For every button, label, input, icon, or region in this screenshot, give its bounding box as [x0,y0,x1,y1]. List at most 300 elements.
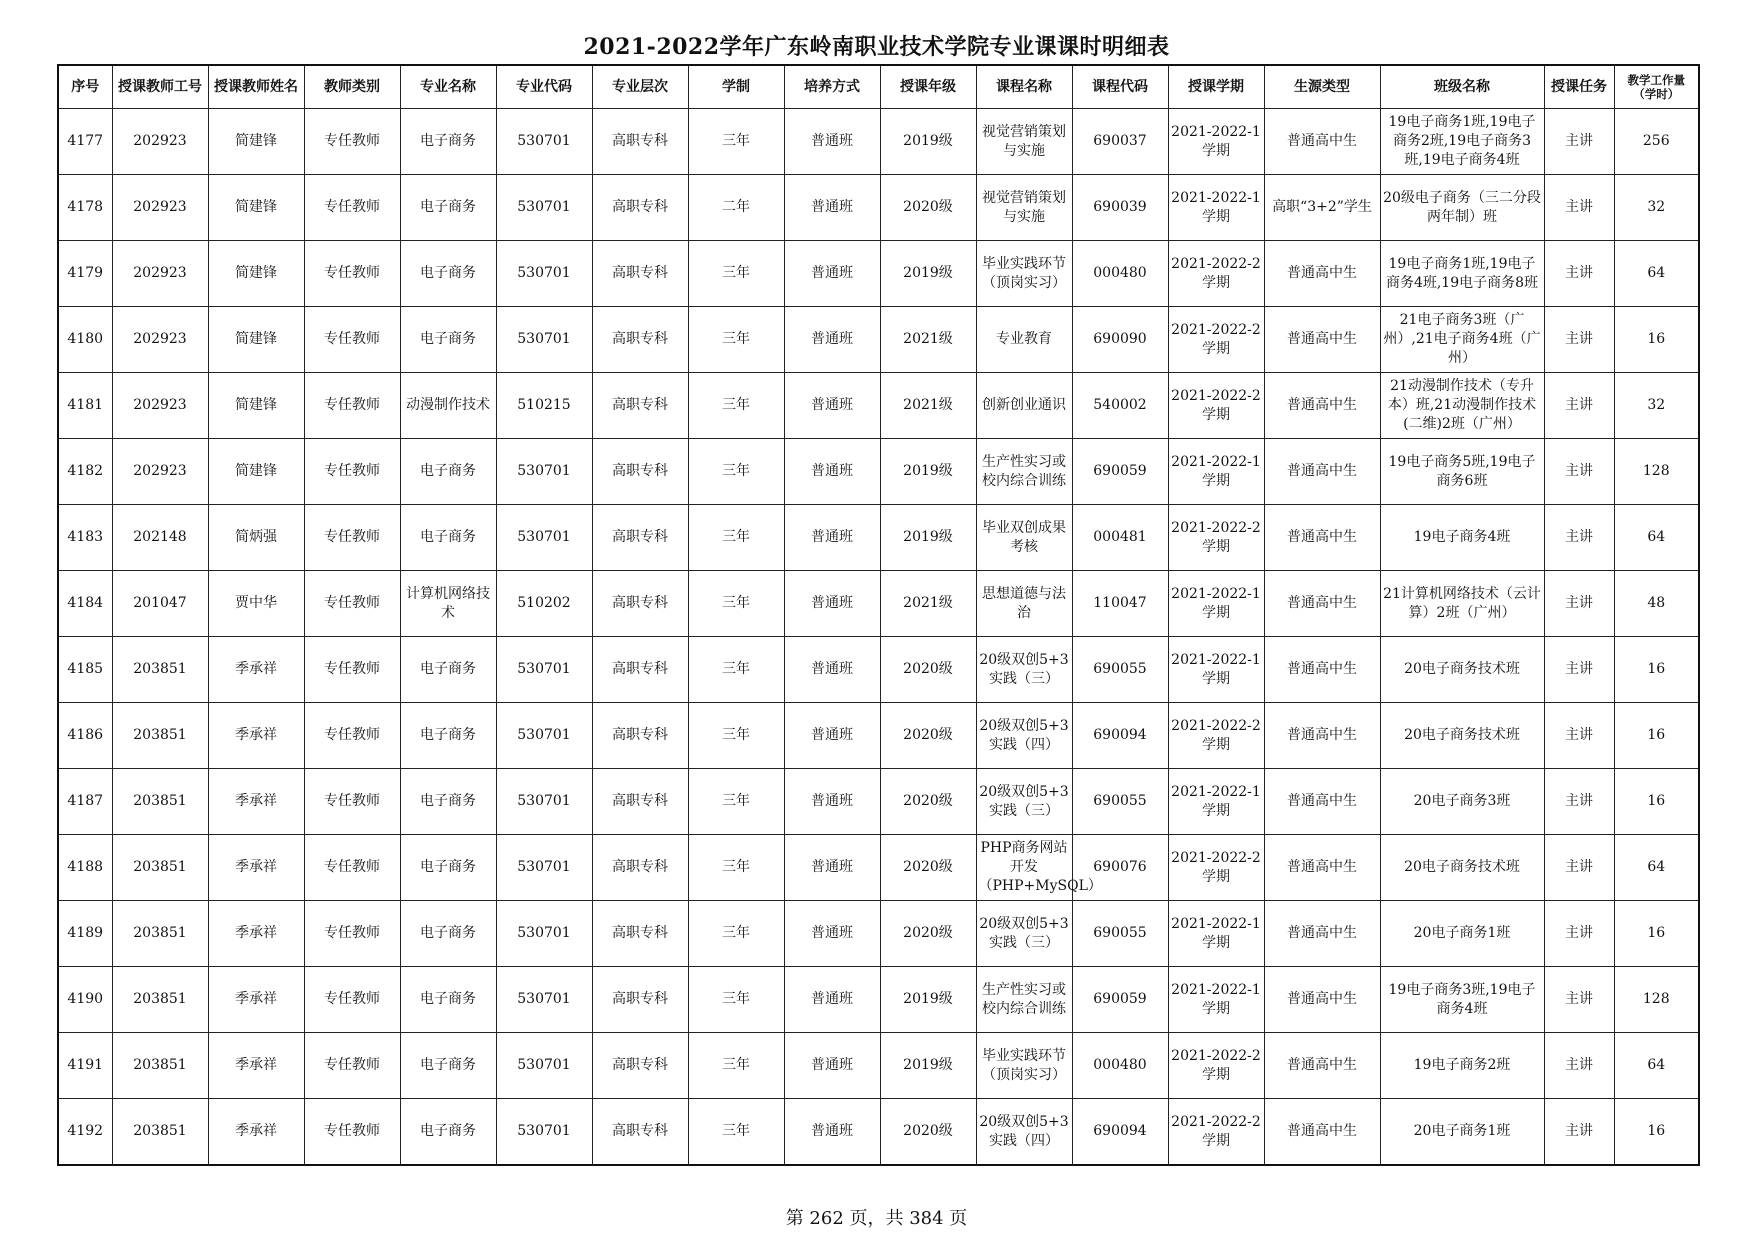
table-cell [1168,967,1264,1033]
table-cell [304,175,400,241]
table-cell [784,439,880,505]
table-row [58,505,1699,571]
table-cell [58,109,112,175]
table-cell [880,373,976,439]
table-cell [1380,109,1544,175]
cell-text: 16 [1647,331,1666,347]
table-cell [1072,109,1168,175]
table-cell [592,571,688,637]
table-cell [880,571,976,637]
table-cell [592,1033,688,1099]
table-cell [1264,769,1380,835]
cell-text: 三年 [722,133,750,149]
table-cell [400,1033,496,1099]
table-cell [208,307,304,373]
cell-text: 2020级 [903,925,953,941]
cell-text: 690039 [1093,199,1147,215]
cell-text: 高职专科 [612,925,668,941]
table-cell [400,1099,496,1166]
cell-text: 4192 [67,1123,104,1139]
table-cell [1614,703,1699,769]
table-cell [304,505,400,571]
table-cell [112,109,208,175]
cell-text: 21动漫制作技术（专升本）班,21动漫制作技术(二维)2班（广州） [1387,378,1537,432]
table-cell [58,1033,112,1099]
cell-text: 专业教育 [996,331,1052,347]
table-row [58,373,1699,439]
table-cell [592,703,688,769]
table-cell [1168,703,1264,769]
cell-text: 普通高中生 [1287,925,1357,941]
cell-text: 530701 [517,991,571,1007]
table-cell [496,703,592,769]
cell-text: 20电子商务3班 [1413,793,1511,809]
cell-text: 简建锋 [235,133,277,149]
table-cell [304,241,400,307]
cell-text: 2019级 [903,133,953,149]
cell-text: 主讲 [1565,199,1593,215]
cell-text: 季承祥 [235,925,277,941]
table-cell [1168,769,1264,835]
table-cell [592,373,688,439]
table-cell [1380,571,1544,637]
table-cell [304,835,400,901]
table-cell [208,637,304,703]
cell-text: 专任教师 [324,1057,380,1073]
cell-text: 高职专科 [612,331,668,347]
cell-text: 19电子商务3班,19电子商务4班 [1388,981,1536,1017]
cell-text: 专任教师 [324,1123,380,1139]
cell-text: 110047 [1093,595,1147,611]
cell-text: 690037 [1093,133,1147,149]
cell-text: 三年 [722,1057,750,1073]
table-cell [58,769,112,835]
cell-text: 三年 [722,595,750,611]
cell-text: 简炳强 [235,529,277,545]
table-cell [784,241,880,307]
cell-text: 高职专科 [612,1057,668,1073]
cell-text: 2021-2022-1学期 [1171,915,1261,951]
table-cell [1264,835,1380,901]
table-cell [496,835,592,901]
cell-text: 普通班 [811,331,853,347]
cell-text: 2021-2022-2学期 [1171,387,1261,423]
table-cell [496,109,592,175]
table-cell [880,439,976,505]
cell-text: 季承祥 [235,991,277,1007]
cell-text: 690094 [1093,727,1147,743]
table-cell [1264,241,1380,307]
table-cell [688,1099,784,1166]
cell-text: 主讲 [1565,925,1593,941]
table-row [58,109,1699,175]
table-cell [208,439,304,505]
header-cell: 生源类型 [1264,65,1380,109]
table-cell [400,967,496,1033]
cell-text: 2021-2022-1学期 [1171,453,1261,489]
table-cell [1544,109,1614,175]
cell-text: 530701 [517,727,571,743]
cell-text: 2021-2022-1学期 [1171,585,1261,621]
cell-text: 普通班 [811,1057,853,1073]
table-cell [1072,703,1168,769]
table-cell [112,901,208,967]
table-cell [880,505,976,571]
cell-text: 三年 [722,331,750,347]
cell-text: 20电子商务技术班 [1404,727,1520,743]
cell-text: 创新创业通识 [982,397,1066,413]
header-cell: 专业名称 [400,65,496,109]
cell-text: 普通高中生 [1287,265,1357,281]
cell-text: 2019级 [903,1057,953,1073]
table-cell [784,967,880,1033]
cell-text: 专任教师 [324,859,380,875]
table-cell [688,571,784,637]
cell-text: 三年 [722,859,750,875]
cell-text: 二年 [722,199,750,215]
table-cell [58,241,112,307]
cell-text: 专任教师 [324,529,380,545]
table-cell [1168,505,1264,571]
cell-text: 4189 [67,925,104,941]
table-cell [304,769,400,835]
table-cell [1380,175,1544,241]
table-cell [1380,439,1544,505]
cell-text: 普通班 [811,925,853,941]
cell-text: 三年 [722,991,750,1007]
header-cell: 授课任务 [1544,65,1614,109]
table-cell [1544,967,1614,1033]
cell-text: 三年 [722,727,750,743]
table-row [58,769,1699,835]
table-cell [688,109,784,175]
cell-text: 530701 [517,793,571,809]
table-cell [1168,1033,1264,1099]
cell-text: 4185 [67,661,104,677]
table-cell [784,703,880,769]
table-cell [1264,109,1380,175]
cell-text: 203851 [133,991,187,1007]
table-cell [1614,1033,1699,1099]
cell-text: 19电子商务1班,19电子商务4班,19电子商务8班 [1385,255,1539,291]
cell-text: 季承祥 [235,661,277,677]
table-cell [1380,703,1544,769]
cell-text: 2019级 [903,991,953,1007]
cell-text: 202923 [133,331,187,347]
cell-text: 普通高中生 [1287,661,1357,677]
table-cell [592,967,688,1033]
table-cell [496,901,592,967]
cell-text: 主讲 [1565,595,1593,611]
table-cell [400,175,496,241]
cell-text: 贾中华 [235,595,277,611]
table-cell [976,109,1072,175]
cell-text: 690094 [1093,1123,1147,1139]
cell-text: 主讲 [1565,793,1593,809]
cell-text: 690055 [1093,661,1147,677]
cell-text: 主讲 [1565,265,1593,281]
table-cell [1264,439,1380,505]
table-cell [688,505,784,571]
table-cell [208,505,304,571]
cell-text: 2021-2022-2学期 [1171,717,1261,753]
table-cell [304,703,400,769]
cell-text: 三年 [722,925,750,941]
table-cell [208,769,304,835]
cell-text: 电子商务 [420,1123,476,1139]
cell-text: 2021-2022-2学期 [1171,519,1261,555]
cell-text: 2020级 [903,661,953,677]
cell-text: 高职专科 [612,595,668,611]
table-cell [1264,637,1380,703]
table-cell [976,505,1072,571]
cell-text: 16 [1647,1123,1666,1139]
table-cell [208,967,304,1033]
table-cell [208,373,304,439]
table-cell [304,1099,400,1166]
cell-text: 季承祥 [235,1057,277,1073]
table-cell [1380,505,1544,571]
table-cell [1072,769,1168,835]
cell-text: 简建锋 [235,265,277,281]
table-cell [400,373,496,439]
table-cell [1168,307,1264,373]
header-cell: 教学工作量（学时） [1614,65,1699,109]
cell-text: 690055 [1093,925,1147,941]
table-cell [880,835,976,901]
table-cell [58,703,112,769]
table-cell [688,307,784,373]
table-cell [1264,901,1380,967]
table-cell [976,241,1072,307]
cell-text: 20级电子商务（三二分段两年制）班 [1383,189,1541,225]
cell-text: 690055 [1093,793,1147,809]
table-cell [496,1099,592,1166]
table-row [58,241,1699,307]
cell-text: 季承祥 [235,1123,277,1139]
table-cell [58,175,112,241]
table-row [58,175,1699,241]
cell-text: 普通班 [811,199,853,215]
table-cell [880,1099,976,1166]
cell-text: 主讲 [1565,397,1593,413]
cell-text: 季承祥 [235,727,277,743]
table-cell [976,769,1072,835]
cell-text: 普通高中生 [1287,859,1357,875]
table-cell [1168,439,1264,505]
cell-text: 2021-2022-1学期 [1171,981,1261,1017]
cell-text: 4178 [67,199,104,215]
cell-text: 动漫制作技术 [406,397,490,413]
table-cell [784,175,880,241]
cell-text: 256 [1642,133,1670,149]
cell-text: 4184 [67,595,104,611]
table-cell [592,505,688,571]
cell-text: PHP商务网站开发（PHP+MySQL） [978,840,1102,894]
cell-text: 4181 [67,397,104,413]
cell-text: 2021-2022-2学期 [1171,255,1261,291]
cell-text: 2020级 [903,1123,953,1139]
cell-text: 电子商务 [420,1057,476,1073]
cell-text: 203851 [133,793,187,809]
cell-text: 普通班 [811,397,853,413]
table-cell [208,241,304,307]
table-cell [592,241,688,307]
cell-text: 毕业实践环节（顶岗实习） [982,255,1066,291]
cell-text: 202148 [133,529,187,545]
table-cell [400,703,496,769]
cell-text: 2019级 [903,463,953,479]
cell-text: 4186 [67,727,104,743]
table-cell [112,967,208,1033]
cell-text: 视觉营销策划与实施 [982,123,1066,159]
table-cell [976,175,1072,241]
cell-text: 530701 [517,661,571,677]
table-cell [592,439,688,505]
table-cell [112,769,208,835]
table-cell [592,109,688,175]
cell-text: 2021-2022-1学期 [1171,651,1261,687]
cell-text: 高职专科 [612,133,668,149]
table-row [58,1033,1699,1099]
cell-text: 530701 [517,133,571,149]
cell-text: 普通高中生 [1287,1057,1357,1073]
table-cell [880,175,976,241]
cell-text: 128 [1642,463,1670,479]
table-cell [784,571,880,637]
cell-text: 4183 [67,529,104,545]
cell-text: 三年 [722,397,750,413]
cell-text: 主讲 [1565,859,1593,875]
table-cell [1264,1033,1380,1099]
table-cell [1380,967,1544,1033]
cell-text: 简建锋 [235,199,277,215]
cell-text: 普通班 [811,727,853,743]
cell-text: 20电子商务1班 [1413,1123,1511,1139]
table-cell [1614,835,1699,901]
table-cell [112,835,208,901]
header-cell: 学制 [688,65,784,109]
cell-text: 201047 [133,595,187,611]
table-cell [208,901,304,967]
cell-text: 000480 [1093,1057,1147,1073]
table-cell [784,1033,880,1099]
table-cell [112,703,208,769]
cell-text: 高职专科 [612,991,668,1007]
cell-text: 普通班 [811,529,853,545]
cell-text: 高职“3+2”学生 [1272,199,1372,215]
table-cell [304,637,400,703]
cell-text: 高职专科 [612,397,668,413]
cell-text: 4187 [67,793,104,809]
table-cell [1072,241,1168,307]
header-cell: 授课学期 [1168,65,1264,109]
cell-text: 季承祥 [235,859,277,875]
table-cell [496,1033,592,1099]
cell-text: 2021-2022-1学期 [1171,783,1261,819]
table-cell [1072,373,1168,439]
table-cell [58,307,112,373]
table-cell [58,439,112,505]
table-cell [1380,307,1544,373]
table-cell [1614,1099,1699,1166]
table-cell [400,241,496,307]
table-cell [880,1033,976,1099]
table-cell [1544,769,1614,835]
cell-text: 普通高中生 [1287,463,1357,479]
table-cell [1264,703,1380,769]
cell-text: 主讲 [1565,331,1593,347]
cell-text: 主讲 [1565,991,1593,1007]
header-cell: 班级名称 [1380,65,1544,109]
document-title: 2021-2022学年广东岭南职业技术学院专业课课时明细表 [583,34,1170,60]
cell-text: 专任教师 [324,397,380,413]
table-cell [1072,1033,1168,1099]
table-cell [1544,571,1614,637]
table-cell [1380,769,1544,835]
table-cell [592,835,688,901]
cell-text: 高职专科 [612,463,668,479]
table-cell [976,571,1072,637]
table-cell [112,241,208,307]
cell-text: 专任教师 [324,727,380,743]
cell-text: 20电子商务技术班 [1404,859,1520,875]
cell-text: 16 [1647,793,1666,809]
cell-text: 16 [1647,925,1666,941]
cell-text: 普通班 [811,265,853,281]
table-cell [688,439,784,505]
cell-text: 计算机网络技术 [406,585,490,621]
cell-text: 530701 [517,925,571,941]
cell-text: 电子商务 [420,133,476,149]
table-cell [592,1099,688,1166]
table-cell [592,175,688,241]
cell-text: 电子商务 [420,793,476,809]
table-cell [1544,835,1614,901]
header-cell: 专业层次 [592,65,688,109]
cell-text: 普通高中生 [1287,991,1357,1007]
table-cell [58,967,112,1033]
cell-text: 专任教师 [324,661,380,677]
table-cell [112,505,208,571]
cell-text: 电子商务 [420,925,476,941]
table-cell [1072,307,1168,373]
table-cell [1614,901,1699,967]
cell-text: 2021-2022-2学期 [1171,849,1261,885]
cell-text: 普通班 [811,991,853,1007]
cell-text: 普通班 [811,859,853,875]
cell-text: 203851 [133,925,187,941]
cell-text: 普通高中生 [1287,727,1357,743]
cell-text: 202923 [133,463,187,479]
cell-text: 简建锋 [235,331,277,347]
table-cell [1544,175,1614,241]
table-cell [400,901,496,967]
cell-text: 高职专科 [612,727,668,743]
table-row [58,703,1699,769]
table-cell [592,637,688,703]
cell-text: 专任教师 [324,595,380,611]
cell-text: 4188 [67,859,104,875]
cell-text: 64 [1647,1057,1666,1073]
table-cell [1544,373,1614,439]
cell-text: 510215 [517,397,571,413]
table-cell [976,439,1072,505]
cell-text: 电子商务 [420,529,476,545]
cell-text: 203851 [133,859,187,875]
table-cell [1544,1099,1614,1166]
cell-text: 16 [1647,727,1666,743]
